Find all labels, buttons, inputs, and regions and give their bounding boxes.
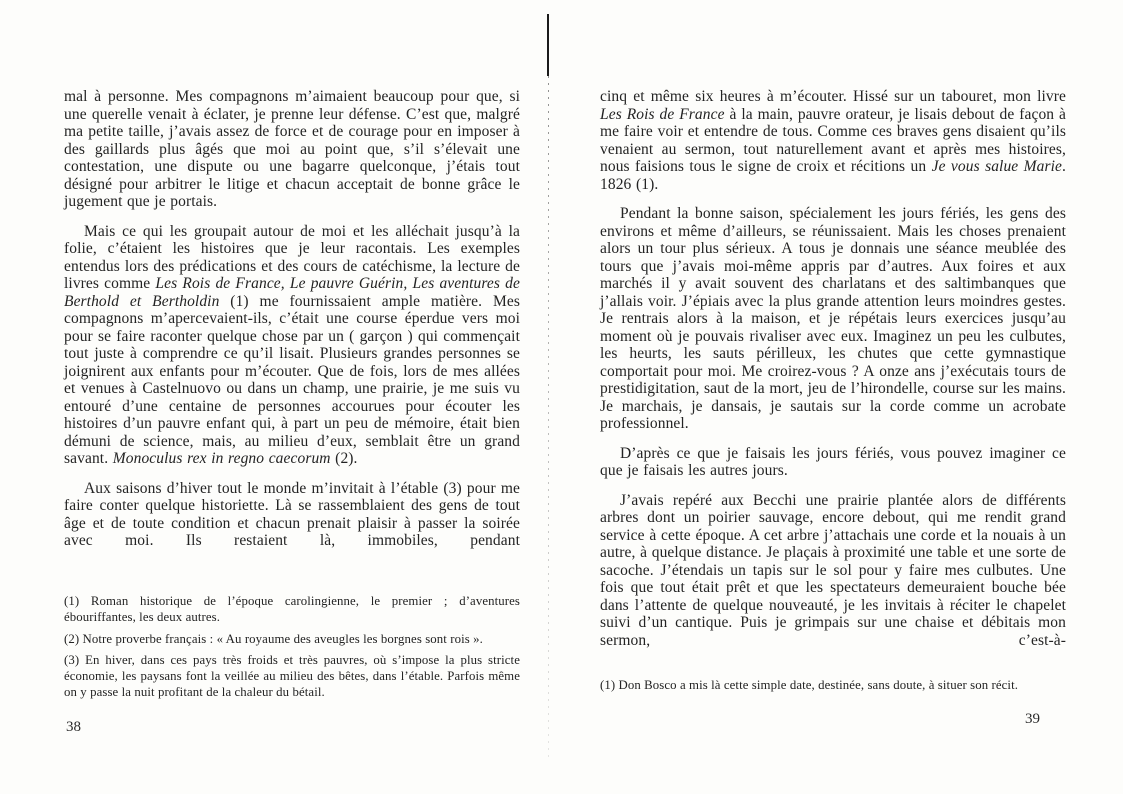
paragraph: J’avais repéré aux Becchi une prairie plantée alors de différents arbres dont un poirier sauvage, encore debout, qui me rendit grand service à cette époque. A cet arbre j’attachais une corde et la nouais à un autre, à quelque distance. Je plaçais à proximité une table et une sorte de sacoche. J’étendais un tapis sur le sol pour y faire mes culbutes. Une fois que tout était prêt et que les spectateurs demeuraient bouche bée dans l’attente de quelque nouveauté, je les invitais à réciter le chapelet suivi d’un cantique. Puis je grimpais sur une chaise et débitais mon sermon, c’est-à- <box>600 491 1066 649</box>
footnote: (1) Roman historique de l’époque carolingienne, le premier ; d’aventures ébouriffantes, les deux autres. <box>64 594 520 625</box>
paragraph: Mais ce qui les groupait autour de moi et les alléchait jusqu’à la folie, c’étaient les histoires que je leur racontais. Les exemples entendus lors des prédications et des cours de catéchisme, la lecture de livres comme Les Rois de France, Le pauvre Guérin, Les aventures de Berthold et Bertholdin (1) me fournissaient ample matière. Mes compagnons m’apercevaient-ils, c’était une course éperdue vers moi pour se faire raconter quelque chose par un ( garçon ) qui commençait tout juste à comprendre ce qu’il lisait. Plusieurs grandes personnes se joignirent aux enfants pour m’écouter. Que de fois, lors de mes allées et venues à Castelnuovo ou dans un champ, une prairie, je me suis vu entouré d’une centaine de personnes accourues pour écouter les histoires d’un pauvre enfant qui, à part un peu de mémoire, était bien démuni de science, mais, au milieu d’eux, semblait être un grand savant. Monoculus rex in regno caecorum (2). <box>64 222 520 467</box>
paragraph: cinq et même six heures à m’écouter. Hissé sur un tabouret, mon livre Les Rois de France à la main, pauvre orateur, je lisais debout de façon à me faire voir et entendre de tous. Comme ces braves gens disaient qu’ils venaient au sermon, tout naturellement avant et après mes histoires, nous faisions tous le signe de croix et récitions un Je vous salue Marie. 1826 (1). <box>600 88 1067 193</box>
footnotes-right <box>600 677 1066 698</box>
page-gutter-line-fade <box>548 76 549 762</box>
page-number-right: 39 <box>1025 711 1040 727</box>
paragraph: Pendant la bonne saison, spécialement les jours fériés, les gens des environs et même d’ailleurs, se réunissaient. Mais les choses prenaient alors un tour plus sérieux. A tous je donnais une séance meublée des tours que j’avais moi-même appris par d’autres. Aux foires et aux marchés il y avait souvent des charlatans et des saltimbanques que j’allais voir. J’épiais avec la plus grande attention leurs moindres gestes. Je rentrais alors à la maison, et je répétais leurs exercices jusqu’au moment où je pouvais rivaliser avec eux. Imaginez un peu les culbutes, les heurts, les sauts périlleux, les chutes que cette gymnastique comportait pour moi. Me croirez-vous ? A onze ans j’exécutais tours de prestidigitation, saut de la mort, jeu de l’hirondelle, course sur les mains. Je marchais, je dansais, je sautais sur la corde comme un acrobate professionnel. <box>600 205 1066 432</box>
page-left <box>64 88 520 778</box>
page-right <box>600 88 1066 778</box>
footnote: (2) Notre proverbe français : « Au royaume des aveugles les borgnes sont rois ». <box>64 631 483 646</box>
footnote: (3) En hiver, dans ces pays très froids et très pauvres, où s’impose la plus stricte économie, les paysans font la veillée au milieu des bêtes, dans l’étable. Parfois même on y passe la nuit profitant de la chaleur du bétail. <box>64 652 520 700</box>
paragraph: Aux saisons d’hiver tout le monde m’invitait à l’étable (3) pour me faire conter quelque historiette. Là se rassemblaient des gens de tout âge et de toute condition et chacun prenait plaisir à passer la soirée avec moi. Ils restaient là, immobiles, pendant <box>64 479 520 549</box>
footnote: (1) Don Bosco a mis là cette simple date, destinée, sans doute, à situer son récit. <box>600 678 1019 692</box>
paragraph: D’après ce que je faisais les jours fériés, vous pouvez imaginer ce que je faisais les autres jours. <box>600 444 1066 479</box>
page-number-left: 38 <box>66 719 81 735</box>
page-gutter-line-top <box>547 14 549 76</box>
footnotes-left <box>64 593 520 706</box>
paragraph: mal à personne. Mes compagnons m’aimaient beaucoup pour que, si une querelle venait à éclater, je prenne leur défense. C’est que, malgré ma petite taille, j’avais assez de force et de courage pour en imposer à des gaillards plus âgés que moi au point que, s’il s’élevait une contestation, une dispute ou une bagarre quelconque, j’étais tout désigné pour arbitrer le litige et chacun acceptait de bonne grâce le jugement que je portais. <box>64 88 520 210</box>
